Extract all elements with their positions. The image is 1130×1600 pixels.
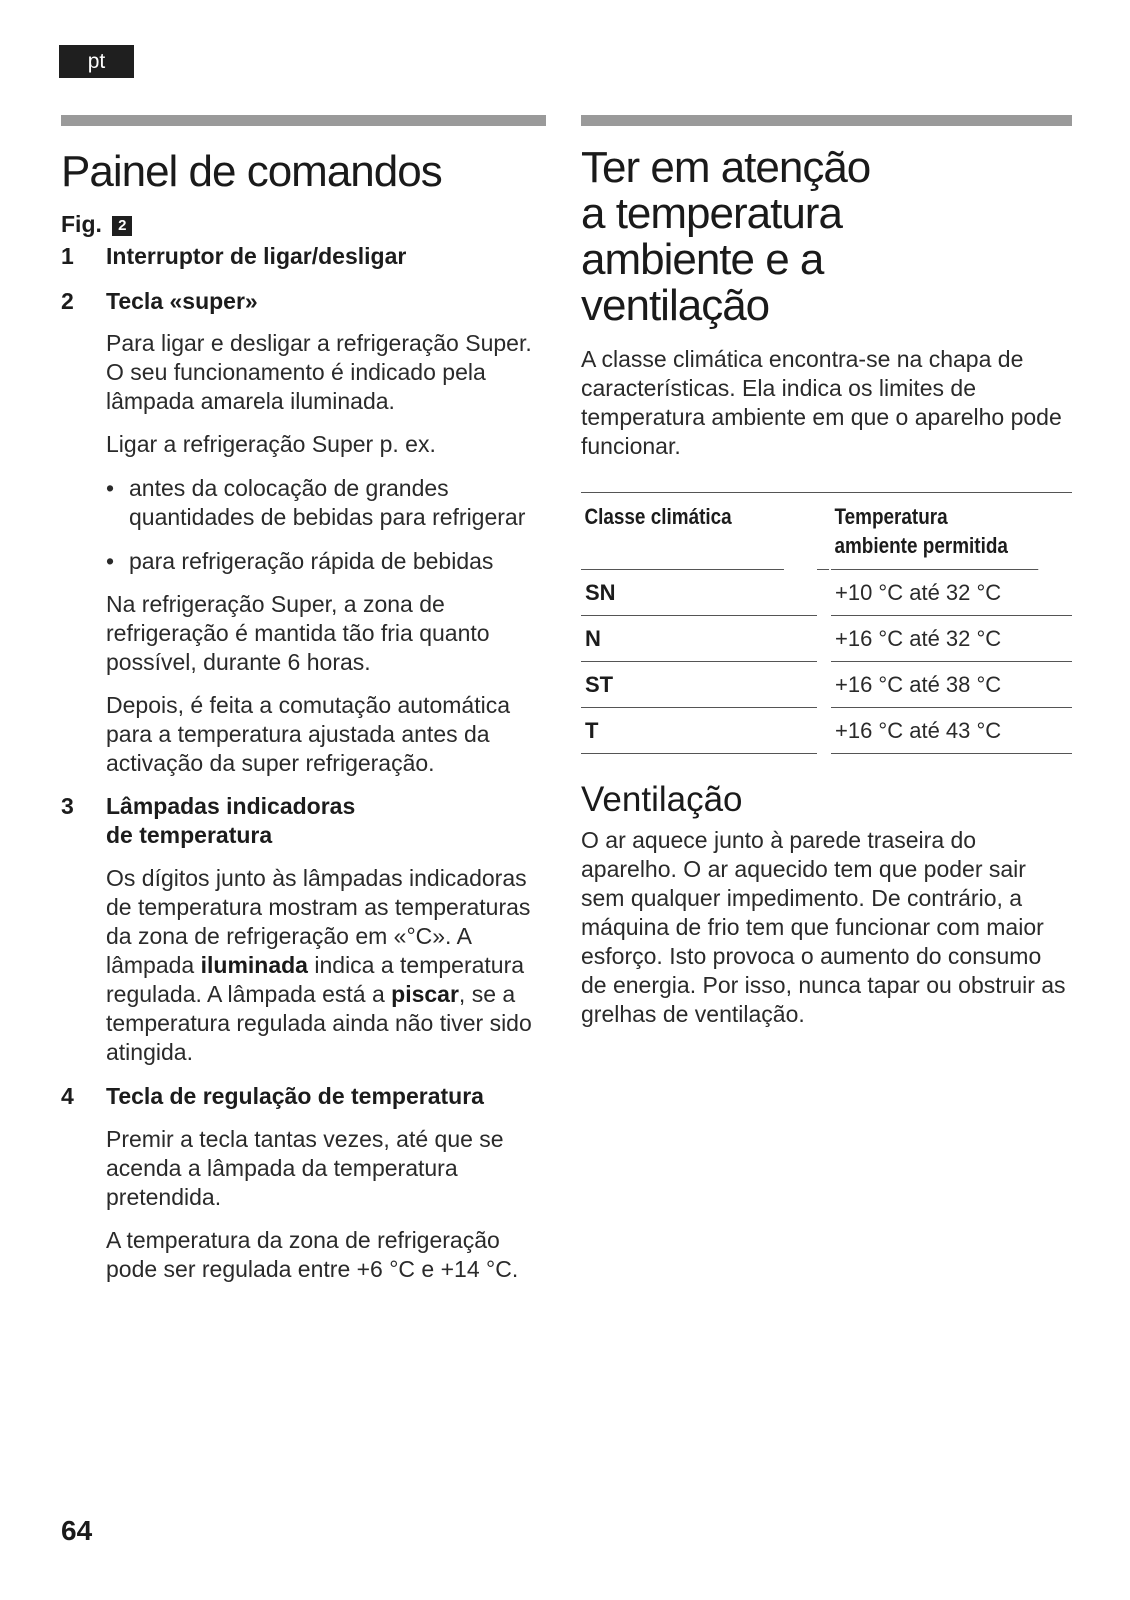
super-key-description: Para ligar e desligar a refrigeração Super. O seu funcionamento é indicado pela lâmpada amarela iluminada. xyxy=(106,330,532,414)
super-cooling-duration: Na refrigeração Super, a zona de refrigeração é mantida tão fria quanto possível, durante 6 horas. xyxy=(106,591,490,675)
item-number: 2 xyxy=(61,288,74,314)
item-temperature-lamps xyxy=(61,792,546,850)
left-column xyxy=(61,115,546,1284)
climate-class-intro: A classe climática encontra-se na chapa de características. Ela indica os limites de temperatura ambiente em que o aparelho pode funcionar. xyxy=(581,346,1062,459)
section-rule xyxy=(61,115,546,126)
item-label: Interruptor de ligar/desligar xyxy=(106,243,407,269)
temperature-lamps-description: Os dígitos junto às lâmpadas indicadoras de temperatura mostram as temperaturas da zona de refrigeração em «°C». A lâmpada iluminada indica a temperatura regulada. A lâmpada está a piscar, se a temperatura regulada ainda não tiver sido atingida. xyxy=(106,865,532,1065)
temperature-range-cell: +16 °C até 32 °C xyxy=(831,616,1072,662)
fig-label: Fig. xyxy=(61,211,102,237)
item-number: 3 xyxy=(61,793,74,819)
temperature-range-cell: +16 °C até 38 °C xyxy=(831,662,1072,708)
item-label: Tecla «super» xyxy=(106,288,258,314)
table-header-row xyxy=(581,493,1072,570)
item-super-key xyxy=(61,287,546,316)
figure-reference xyxy=(61,208,546,240)
climate-class-cell: N xyxy=(581,616,817,662)
item-power-switch xyxy=(61,242,546,271)
right-column xyxy=(581,115,1072,1029)
language-tag: pt xyxy=(59,45,134,78)
super-cooling-switchback: Depois, é feita a comutação automática para a temperatura ajustada antes da activação da super refrigeração. xyxy=(106,692,511,776)
climate-class-cell: ST xyxy=(581,662,817,708)
table-row xyxy=(581,616,1072,662)
bullet-text: antes da colocação de grandes quantidades de bebidas para refrigerar xyxy=(129,475,526,530)
table-row xyxy=(581,662,1072,708)
bullet-dot: • xyxy=(106,548,115,574)
ventilation-heading: Ventilação xyxy=(581,780,743,819)
ventilation-text: O ar aquece junto à parede traseira do aparelho. O ar aquecido tem que poder sair sem qualquer impedimento. De contrário, a máquina de frio tem que funcionar com maior esforço. Isto provoca o aumento do consumo de energia. Por isso, nunca tapar ou obstruir as grelhas de ventilação. xyxy=(581,827,1066,1027)
item-temperature-key xyxy=(61,1082,546,1111)
ambient-temperature-title: Ter em atenção a temperatura ambiente e a ventilação xyxy=(581,143,871,330)
bullet-item xyxy=(61,547,546,576)
climate-class-cell: SN xyxy=(581,570,817,616)
climate-class-cell: T xyxy=(581,708,817,754)
page-number: 64 xyxy=(61,1515,93,1546)
fig-number-badge: 2 xyxy=(112,216,132,236)
bullet-text: para refrigeração rápida de bebidas xyxy=(129,548,494,574)
section-rule xyxy=(581,115,1072,126)
table-row xyxy=(581,708,1072,754)
column-header-temperature: Temperatura ambiente permitida xyxy=(831,493,1038,570)
temperature-range-cell: +10 °C até 32 °C xyxy=(831,570,1072,616)
bullet-item xyxy=(61,474,546,532)
temperature-range-note: A temperatura da zona de refrigeração pode ser regulada entre +6 °C e +14 °C. xyxy=(106,1227,519,1282)
super-key-example-intro: Ligar a refrigeração Super p. ex. xyxy=(106,431,436,457)
climate-class-table xyxy=(581,492,1072,754)
item-number: 1 xyxy=(61,243,74,269)
item-label: Lâmpadas indicadoras xyxy=(106,793,356,819)
temperature-key-description: Premir a tecla tantas vezes, até que se acenda a lâmpada da temperatura pretendida. xyxy=(106,1126,504,1210)
emphasis-lit: iluminada xyxy=(200,952,308,978)
temperature-range-cell: +16 °C até 43 °C xyxy=(831,708,1072,754)
item-label-continued: de temperatura xyxy=(106,822,273,848)
control-panel-title: Painel de comandos xyxy=(61,147,442,196)
bullet-dot: • xyxy=(106,475,115,501)
emphasis-flashing: piscar xyxy=(391,981,459,1007)
item-label: Tecla de regulação de temperatura xyxy=(106,1083,484,1109)
table-row xyxy=(581,570,1072,616)
column-header-class: Classe climática xyxy=(581,493,784,570)
item-number: 4 xyxy=(61,1083,74,1109)
